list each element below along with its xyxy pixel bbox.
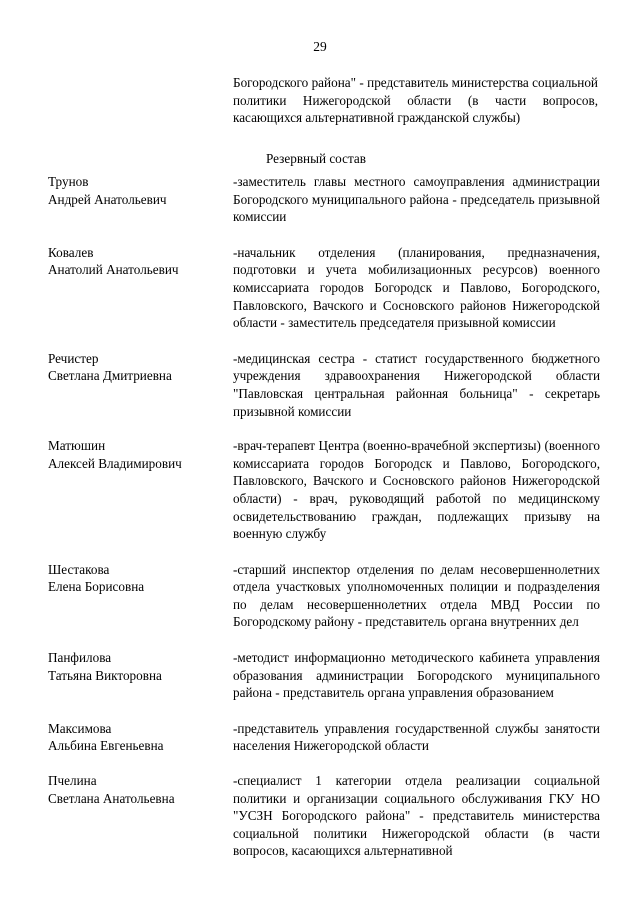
member-role: -медицинская сестра - статист государственного бюджетного учреждения здравоохранения Нижегородской области "Павловская центральная районная больница" - секретарь призывной комиссии	[233, 350, 600, 419]
member-row	[48, 437, 600, 543]
member-name	[48, 720, 233, 755]
member-name	[48, 437, 233, 543]
member-role: -представитель управления государственной службы занятости населения Нижегородской области	[233, 720, 600, 754]
member-name	[48, 173, 233, 226]
member-surname: Шестакова	[48, 561, 110, 577]
member-role: -начальник отделения (планирования, предназначения, подготовки и учета мобилизационных ресурсов) военного комиссариата городов Богородск и Павлово, Богородского, Павловского, Вачского и Сосновского районов Нижегородской области - заместитель председателя призывной комиссии	[233, 244, 600, 331]
member-name	[48, 244, 233, 332]
member-surname: Максимова	[48, 720, 112, 736]
member-role: -врач-терапевт Центра (военно-врачебной экспертизы) (военного комиссариата городов Богородск и Павлово, Богородского, Павловского, Вачского и Сосновского районов Нижегородской области) - врач, руководящий работой по медицинскому освидетельствованию граждан, подлежащих призыву на военную службу	[233, 438, 600, 542]
member-given-name: Татьяна Викторовна	[48, 667, 162, 683]
members-list	[48, 173, 600, 860]
member-surname: Матюшин	[48, 438, 106, 454]
member-row	[48, 350, 600, 420]
member-row	[48, 772, 600, 860]
member-row	[48, 649, 600, 702]
member-given-name: Андрей Анатольевич	[48, 191, 167, 207]
member-role: -старший инспектор отделения по делам несовершеннолетних отдела участковых уполномоченных полиции и подразделения по делам несовершеннолетних отдела МВД России по Богородскому району - представитель органа внутренних дел	[233, 561, 600, 630]
member-name	[48, 772, 233, 860]
member-given-name: Елена Борисовна	[48, 579, 145, 595]
member-surname: Речистер	[48, 350, 99, 366]
member-role: -методист информационно методического кабинета управления образования администрации Богородского муниципального района - представитель органа управления образованием	[233, 650, 600, 701]
member-given-name: Светлана Дмитриевна	[48, 368, 172, 384]
member-name	[48, 649, 233, 702]
member-surname: Трунов	[48, 174, 89, 189]
member-name	[48, 561, 233, 631]
member-name	[48, 350, 233, 420]
member-row	[48, 244, 600, 332]
member-role: -специалист 1 категории отдела реализации социальной политики и организации социального обслуживания ГКУ НО "УСЗН Богородского района" - представитель министерства социальной политики Нижегородской области (в части вопросов, касающихся альтернативной	[233, 773, 600, 859]
member-row	[48, 720, 600, 755]
member-given-name: Алексей Владимирович	[48, 455, 182, 471]
member-given-name: Альбина Евгеньевна	[48, 738, 164, 754]
member-surname: Панфилова	[48, 650, 112, 666]
member-surname: Ковалев	[48, 244, 94, 260]
member-given-name: Анатолий Анатольевич	[48, 262, 179, 278]
member-row	[48, 173, 600, 226]
page-number: 29	[313, 39, 327, 54]
member-role: -заместитель главы местного самоуправления администрации Богородского муниципального района - председатель призывной комиссии	[233, 174, 600, 225]
section-heading: Резервный состав	[266, 151, 366, 166]
member-surname: Пчелина	[48, 773, 97, 789]
member-given-name: Светлана Анатольевна	[48, 790, 175, 806]
continuation-paragraph: Богородского района" - представитель министерства социальной политики Нижегородской области (в части вопросов, касающихся альтернативной гражданской службы)	[233, 75, 598, 126]
member-row	[48, 561, 600, 631]
